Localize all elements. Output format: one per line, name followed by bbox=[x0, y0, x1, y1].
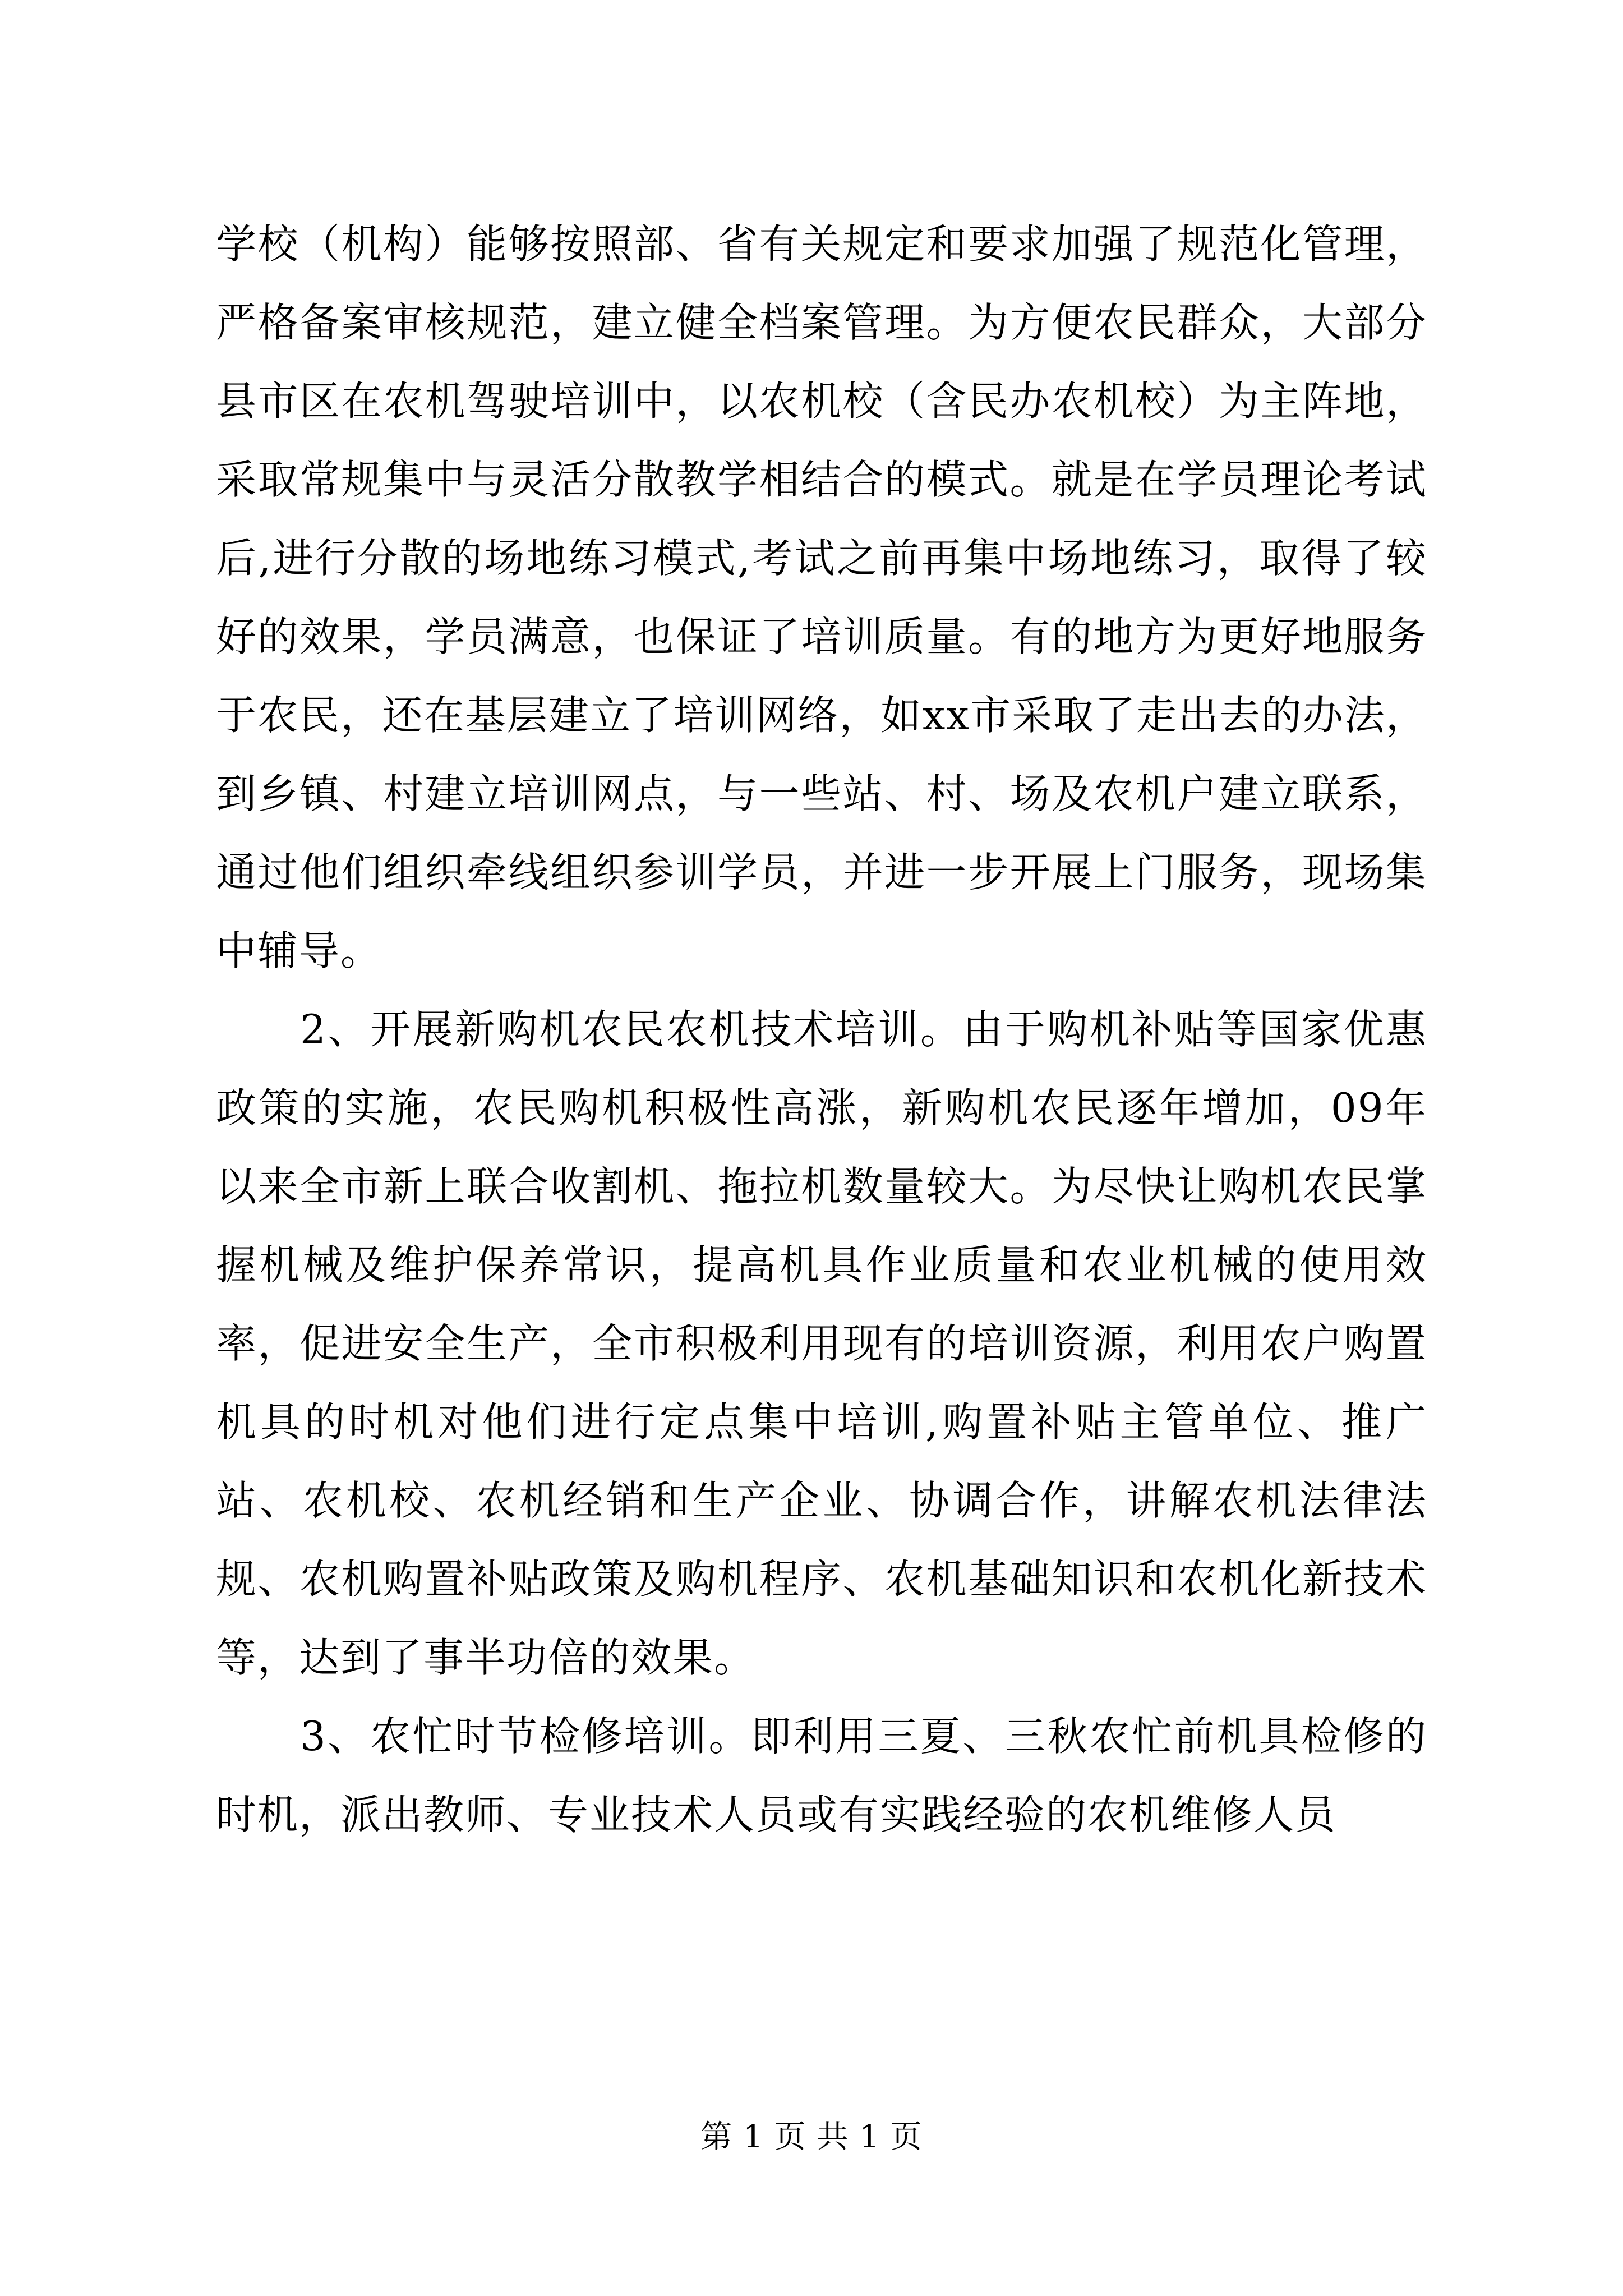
paragraph-1: 学校（机构）能够按照部、省有关规定和要求加强了规范化管理，严格备案审核规范，建立健全档案管理。为方便农民群众，大部分县市区在农机驾驶培训中，以农机校（含民办农机校）为主阵地，采取常规集中与灵活分散教学相结合的模式。就是在学员理论考试后,进行分散的场地练习模式,考试之前再集中场地练习，取得了较好的效果，学员满意，也保证了培训质量。有的地方为更好地服务于农民，还在基层建立了培训网络，如xx市采取了走出去的办法，到乡镇、村建立培训网点，与一些站、村、场及农机户建立联系，通过他们组织牵线组织参训学员，并进一步开展上门服务，现场集中辅导。 bbox=[216, 220, 1427, 974]
paragraph-3: 3、农忙时节检修培训。即利用三夏、三秋农忙前机具检修的时机，派出教师、专业技术人员或有实践经验的农机维修人员 bbox=[216, 1713, 1427, 1838]
page-footer: 第 1 页 共 1 页 bbox=[700, 2119, 923, 2155]
paragraph-2: 2、开展新购机农民农机技术培训。由于购机补贴等国家优惠政策的实施，农民购机积极性高涨，新购机农民逐年增加，09年以来全市新上联合收割机、拖拉机数量较大。为尽快让购机农民掌握机械及维护保养常识，提高机具作业质量和农业机械的使用效率，促进安全生产，全市积极利用现有的培训资源，利用农户购置机具的时机对他们进行定点集中培训,购置补贴主管单位、推广站、农机校、农机经销和生产企业、协调合作，讲解农机法律法规、农机购置补贴政策及购机程序、农机基础知识和农机化新技术等，达到了事半功倍的效果。 bbox=[216, 1006, 1427, 1681]
document-body bbox=[216, 205, 1427, 1854]
